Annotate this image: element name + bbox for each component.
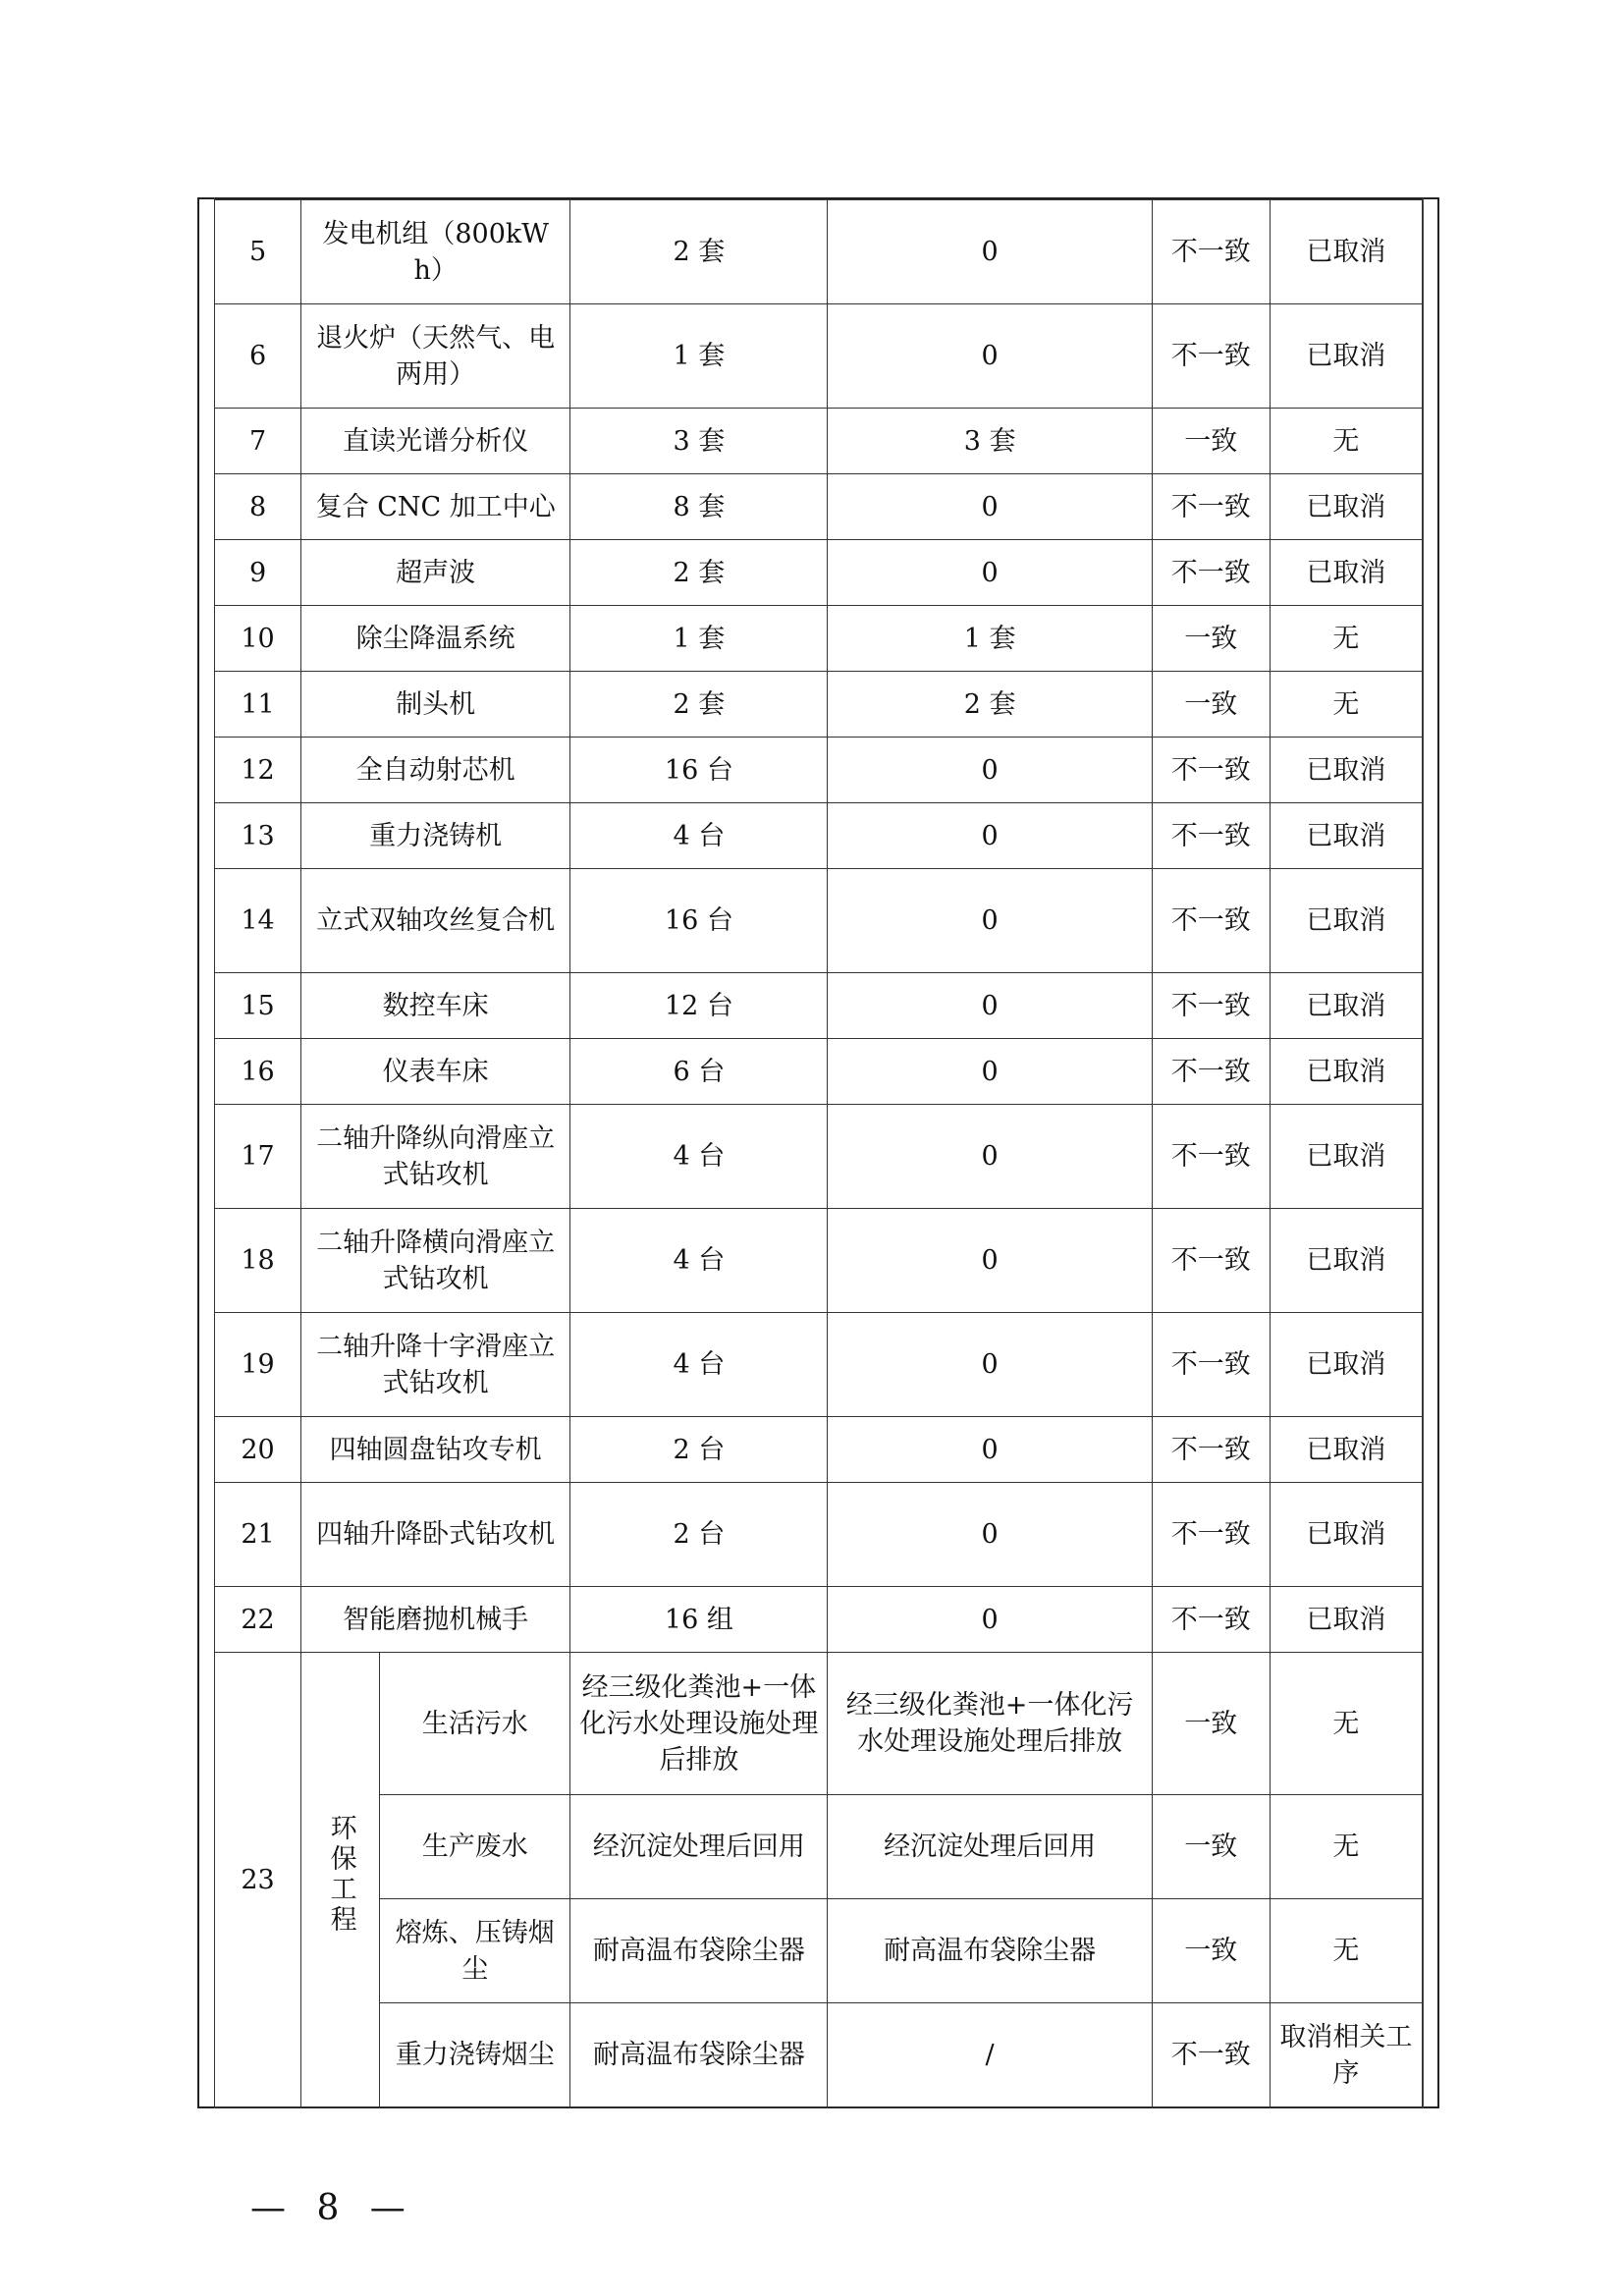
note-cell: 无 [1270, 672, 1422, 738]
note-cell: 取消相关工序 [1270, 2003, 1422, 2107]
actual-quantity-cell: 0 [828, 304, 1152, 409]
table-row [215, 304, 1423, 409]
actual-quantity-cell: 0 [828, 1417, 1152, 1483]
table-row [215, 1483, 1423, 1587]
actual-measure-cell: 耐高温布袋除尘器 [828, 1899, 1152, 2003]
consistency-cell: 不一致 [1152, 2003, 1270, 2107]
actual-quantity-cell: 0 [828, 738, 1152, 803]
equipment-name-cell: 发电机组（800kWh） [301, 200, 570, 304]
note-cell: 无 [1270, 606, 1422, 672]
row-number-cell: 13 [215, 803, 301, 869]
consistency-cell: 一致 [1152, 672, 1270, 738]
note-cell: 已取消 [1270, 474, 1422, 540]
table-row [215, 1417, 1423, 1483]
row-number-cell: 16 [215, 1039, 301, 1105]
consistency-cell: 一致 [1152, 1653, 1270, 1795]
actual-quantity-cell: 0 [828, 1313, 1152, 1417]
consistency-cell: 一致 [1152, 606, 1270, 672]
design-quantity-cell: 4 台 [570, 1105, 828, 1209]
design-measure-cell: 耐高温布袋除尘器 [570, 2003, 828, 2107]
design-measure-cell: 经沉淀处理后回用 [570, 1795, 828, 1899]
table-row [215, 738, 1423, 803]
equipment-comparison-table [214, 199, 1423, 2107]
equipment-name-cell: 数控车床 [301, 973, 570, 1039]
design-quantity-cell: 1 套 [570, 606, 828, 672]
note-cell: 无 [1270, 1899, 1422, 2003]
env-group-cell [301, 1653, 380, 2107]
actual-measure-cell: 经三级化粪池+一体化污水处理设施处理后排放 [828, 1653, 1152, 1795]
row-number-cell: 14 [215, 869, 301, 973]
consistency-cell: 一致 [1152, 409, 1270, 474]
env-item-name-cell: 生活污水 [380, 1653, 570, 1795]
design-quantity-cell: 2 台 [570, 1417, 828, 1483]
consistency-cell: 不一致 [1152, 1587, 1270, 1653]
design-measure-cell: 耐高温布袋除尘器 [570, 1899, 828, 2003]
table-row [215, 200, 1423, 304]
design-quantity-cell: 2 套 [570, 672, 828, 738]
consistency-cell: 不一致 [1152, 973, 1270, 1039]
table-row [215, 1105, 1423, 1209]
note-cell: 已取消 [1270, 1209, 1422, 1313]
env-table-row [215, 1795, 1423, 1899]
consistency-cell: 不一致 [1152, 869, 1270, 973]
row-number-cell: 15 [215, 973, 301, 1039]
equipment-name-cell: 重力浇铸机 [301, 803, 570, 869]
note-cell: 已取消 [1270, 1313, 1422, 1417]
design-measure-cell: 经三级化粪池+一体化污水处理设施处理后排放 [570, 1653, 828, 1795]
actual-quantity-cell: 0 [828, 869, 1152, 973]
actual-quantity-cell: 0 [828, 1209, 1152, 1313]
design-quantity-cell: 4 台 [570, 1313, 828, 1417]
note-cell: 已取消 [1270, 1483, 1422, 1587]
note-cell: 无 [1270, 1795, 1422, 1899]
consistency-cell: 不一致 [1152, 1417, 1270, 1483]
note-cell: 已取消 [1270, 1587, 1422, 1653]
note-cell: 已取消 [1270, 1417, 1422, 1483]
consistency-cell: 不一致 [1152, 738, 1270, 803]
equipment-name-cell: 全自动射芯机 [301, 738, 570, 803]
design-quantity-cell: 8 套 [570, 474, 828, 540]
note-cell: 已取消 [1270, 1039, 1422, 1105]
consistency-cell: 不一致 [1152, 1039, 1270, 1105]
table-row [215, 869, 1423, 973]
actual-quantity-cell: 1 套 [828, 606, 1152, 672]
actual-measure-cell: 经沉淀处理后回用 [828, 1795, 1152, 1899]
equipment-name-cell: 制头机 [301, 672, 570, 738]
row-number-cell: 23 [215, 1653, 301, 2107]
row-number-cell: 5 [215, 200, 301, 304]
row-number-cell: 17 [215, 1105, 301, 1209]
consistency-cell: 不一致 [1152, 1483, 1270, 1587]
consistency-cell: 不一致 [1152, 1105, 1270, 1209]
note-cell: 已取消 [1270, 540, 1422, 606]
row-number-cell: 8 [215, 474, 301, 540]
page-number: — 8 — [250, 2188, 415, 2228]
actual-quantity-cell: 0 [828, 540, 1152, 606]
design-quantity-cell: 6 台 [570, 1039, 828, 1105]
actual-quantity-cell: 0 [828, 973, 1152, 1039]
consistency-cell: 不一致 [1152, 803, 1270, 869]
consistency-cell: 不一致 [1152, 304, 1270, 409]
design-quantity-cell: 4 台 [570, 1209, 828, 1313]
design-quantity-cell: 16 组 [570, 1587, 828, 1653]
row-number-cell: 9 [215, 540, 301, 606]
equipment-name-cell: 仪表车床 [301, 1039, 570, 1105]
design-quantity-cell: 16 台 [570, 738, 828, 803]
row-number-cell: 18 [215, 1209, 301, 1313]
table-row [215, 803, 1423, 869]
table-row [215, 606, 1423, 672]
consistency-cell: 不一致 [1152, 1209, 1270, 1313]
row-number-cell: 7 [215, 409, 301, 474]
equipment-name-cell: 超声波 [301, 540, 570, 606]
env-item-name-cell: 生产废水 [380, 1795, 570, 1899]
table-body [215, 200, 1423, 2107]
equipment-name-cell: 除尘降温系统 [301, 606, 570, 672]
equipment-name-cell: 立式双轴攻丝复合机 [301, 869, 570, 973]
design-quantity-cell: 12 台 [570, 973, 828, 1039]
table-row [215, 1209, 1423, 1313]
consistency-cell: 不一致 [1152, 1313, 1270, 1417]
env-group-label: 环保工程 [325, 1814, 356, 1936]
table-row [215, 1039, 1423, 1105]
equipment-name-cell: 智能磨抛机械手 [301, 1587, 570, 1653]
row-number-cell: 21 [215, 1483, 301, 1587]
actual-quantity-cell: 2 套 [828, 672, 1152, 738]
table-row [215, 1587, 1423, 1653]
note-cell: 无 [1270, 409, 1422, 474]
row-number-cell: 6 [215, 304, 301, 409]
table-row [215, 1313, 1423, 1417]
equipment-name-cell: 四轴升降卧式钻攻机 [301, 1483, 570, 1587]
consistency-cell: 不一致 [1152, 200, 1270, 304]
actual-quantity-cell: 0 [828, 1483, 1152, 1587]
env-table-row [215, 1653, 1423, 1795]
design-quantity-cell: 4 台 [570, 803, 828, 869]
table-row [215, 409, 1423, 474]
row-number-cell: 10 [215, 606, 301, 672]
table-frame-inner-right [1423, 197, 1424, 2108]
consistency-cell: 一致 [1152, 1899, 1270, 2003]
table-row [215, 540, 1423, 606]
design-quantity-cell: 2 套 [570, 200, 828, 304]
actual-quantity-cell: 0 [828, 200, 1152, 304]
equipment-name-cell: 二轴升降十字滑座立式钻攻机 [301, 1313, 570, 1417]
actual-quantity-cell: 0 [828, 1039, 1152, 1105]
equipment-name-cell: 直读光谱分析仪 [301, 409, 570, 474]
consistency-cell: 一致 [1152, 1795, 1270, 1899]
row-number-cell: 12 [215, 738, 301, 803]
table-row [215, 474, 1423, 540]
actual-quantity-cell: 0 [828, 1587, 1152, 1653]
note-cell: 已取消 [1270, 803, 1422, 869]
note-cell: 无 [1270, 1653, 1422, 1795]
note-cell: 已取消 [1270, 304, 1422, 409]
actual-quantity-cell: 0 [828, 803, 1152, 869]
consistency-cell: 不一致 [1152, 540, 1270, 606]
row-number-cell: 11 [215, 672, 301, 738]
env-table-row [215, 2003, 1423, 2107]
equipment-name-cell: 四轴圆盘钻攻专机 [301, 1417, 570, 1483]
table-row [215, 672, 1423, 738]
row-number-cell: 19 [215, 1313, 301, 1417]
env-item-name-cell: 重力浇铸烟尘 [380, 2003, 570, 2107]
actual-quantity-cell: 3 套 [828, 409, 1152, 474]
row-number-cell: 22 [215, 1587, 301, 1653]
row-number-cell: 20 [215, 1417, 301, 1483]
consistency-cell: 不一致 [1152, 474, 1270, 540]
equipment-name-cell: 二轴升降横向滑座立式钻攻机 [301, 1209, 570, 1313]
equipment-name-cell: 复合 CNC 加工中心 [301, 474, 570, 540]
note-cell: 已取消 [1270, 200, 1422, 304]
table-row [215, 973, 1423, 1039]
design-quantity-cell: 3 套 [570, 409, 828, 474]
actual-quantity-cell: 0 [828, 1105, 1152, 1209]
note-cell: 已取消 [1270, 1105, 1422, 1209]
env-item-name-cell: 熔炼、压铸烟尘 [380, 1899, 570, 2003]
design-quantity-cell: 2 套 [570, 540, 828, 606]
env-table-row [215, 1899, 1423, 2003]
actual-measure-cell: / [828, 2003, 1152, 2107]
equipment-name-cell: 二轴升降纵向滑座立式钻攻机 [301, 1105, 570, 1209]
note-cell: 已取消 [1270, 973, 1422, 1039]
actual-quantity-cell: 0 [828, 474, 1152, 540]
note-cell: 已取消 [1270, 738, 1422, 803]
design-quantity-cell: 16 台 [570, 869, 828, 973]
design-quantity-cell: 1 套 [570, 304, 828, 409]
note-cell: 已取消 [1270, 869, 1422, 973]
equipment-name-cell: 退火炉（天然气、电两用） [301, 304, 570, 409]
design-quantity-cell: 2 台 [570, 1483, 828, 1587]
